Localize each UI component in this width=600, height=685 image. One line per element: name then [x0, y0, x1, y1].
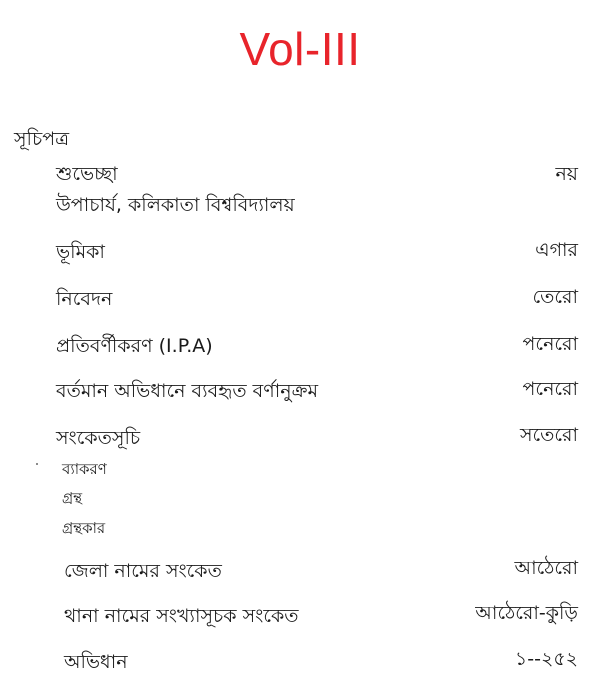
toc-page-abbreviations: সতেরো	[519, 424, 578, 446]
toc-entry-district-abbreviations: জেলা নামের সংকেত	[64, 560, 222, 582]
stray-dot	[36, 463, 38, 465]
toc-page-transliteration: পনেরো	[522, 333, 578, 355]
toc-page-preface: তেরো	[532, 286, 578, 308]
toc-entry-alphabet-order: বর্তমান অভিধানে ব্যবহৃত বর্ণানুক্রম	[56, 380, 319, 402]
toc-entry-dictionary: অভিধান	[64, 651, 128, 673]
toc-page-district-abbreviations: আঠেরো	[514, 557, 578, 579]
toc-subentry-authors: গ্রন্থকার	[62, 519, 106, 537]
toc-entry-thana-codes: থানা নামের সংখ্যাসূচক সংকেত	[64, 605, 299, 627]
toc-entry-transliteration: প্রতিবর্ণীকরণ (I.P.A)	[56, 335, 213, 357]
volume-title: Vol-III	[239, 23, 361, 75]
toc-entry-preface: নিবেদন	[56, 288, 113, 310]
toc-page-thana-codes: আঠেরো-কুড়ি	[475, 602, 578, 624]
toc-subentry-books: গ্রন্থ	[62, 489, 83, 507]
toc-subentry-grammar: ব্যাকরণ	[62, 460, 107, 478]
toc-page-alphabet-order: পনেরো	[522, 378, 578, 400]
toc-entry-introduction: ভূমিকা	[56, 241, 105, 263]
toc-entry-vice-chancellor: উপাচার্য, কলিকাতা বিশ্ববিদ্যালয়	[56, 194, 295, 216]
toc-entry-greetings: শুভেচ্ছা	[56, 163, 118, 185]
toc-entry-abbreviations: সংকেতসূচি	[56, 427, 141, 449]
contents-heading: সূচিপত্র	[14, 128, 70, 150]
toc-page-dictionary: ১--২৫২	[514, 648, 578, 670]
toc-page-introduction: এগার	[535, 239, 578, 261]
toc-page-greetings: নয়	[555, 163, 578, 185]
